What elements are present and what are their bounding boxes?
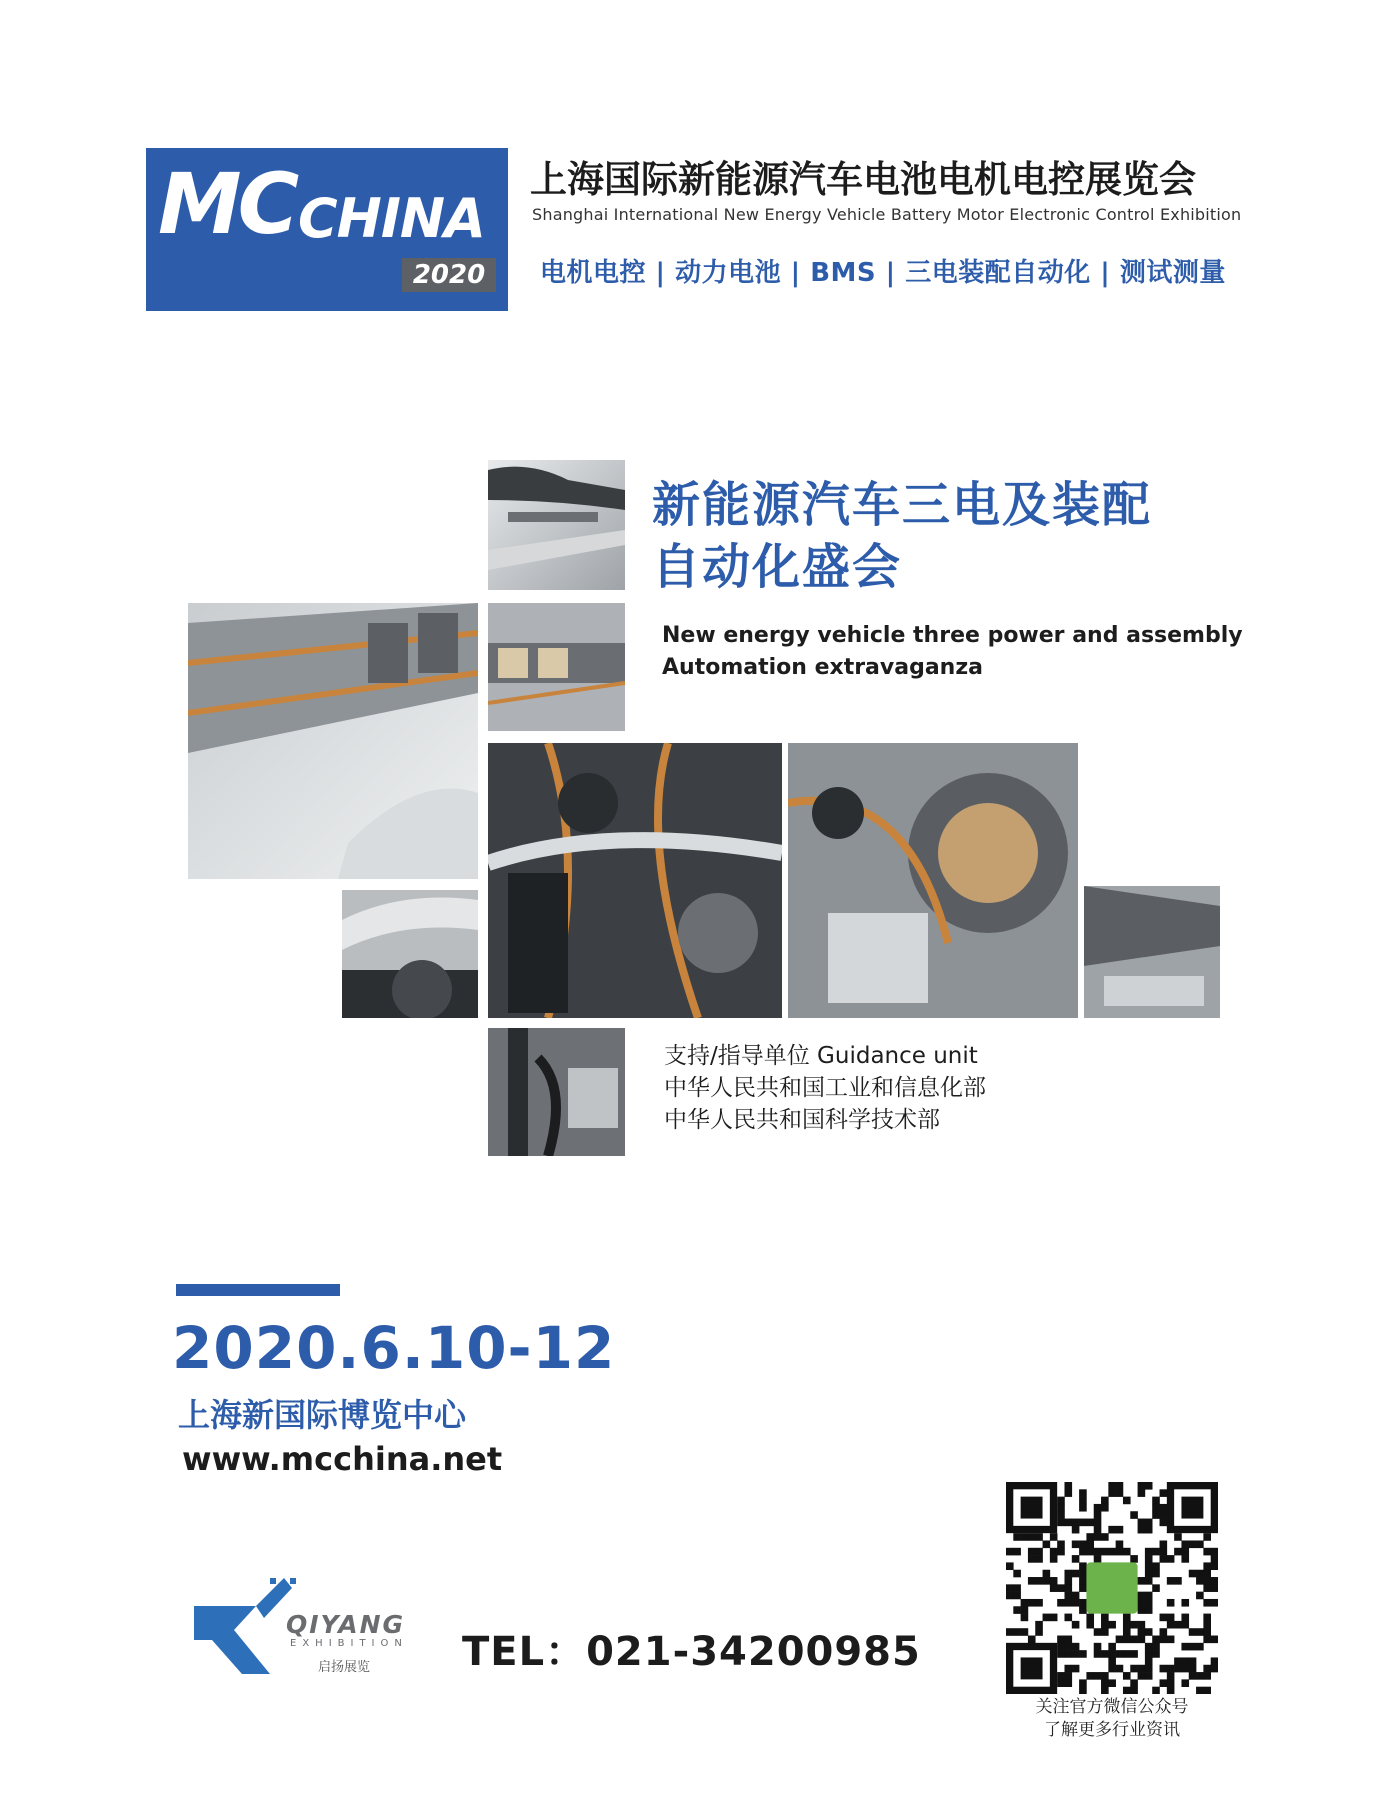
guidance-units (664, 1040, 986, 1136)
category-tags: 电机电控 | 动力电池 | BMS | 三电装配自动化 | 测试测量 (540, 258, 1226, 288)
date-accent-bar (176, 1284, 340, 1296)
event-date: 2020.6.10-12 (172, 1314, 616, 1382)
photo-tile-battery-pack (188, 603, 478, 879)
qr-caption-line-1: 关注官方微信公众号 (1035, 1697, 1189, 1717)
qr-caption-line-2: 了解更多行业资讯 (1044, 1720, 1180, 1740)
qr-caption (1000, 1696, 1224, 1742)
logo-mc-text: MC (158, 155, 296, 253)
photo-tile-cells (488, 603, 625, 731)
mc-china-logo (146, 148, 508, 311)
subtitle-en-line-1: New energy vehicle three power and assembly (662, 623, 1243, 648)
headline-cn (652, 474, 1152, 598)
contact-tel: TEL：021-34200985 (462, 1629, 921, 1675)
organizer-cn: 启扬展览 (318, 1660, 371, 1675)
photo-tile-top (488, 460, 625, 590)
photo-tile-motor-right (788, 743, 1078, 1018)
photo-tile-motor-center (488, 743, 782, 1018)
organizer-sub: EXHIBITION (290, 1638, 408, 1649)
exhibition-title-cn: 上海国际新能源汽车电池电机电控展览会 (530, 158, 1196, 201)
qr-code-graphic (1006, 1482, 1218, 1694)
subtitle-en (662, 620, 1243, 684)
guidance-heading: 支持/指导单位 Guidance unit (664, 1043, 978, 1069)
logo-year-badge: 2020 (402, 258, 496, 292)
event-venue: 上海新国际博览中心 (178, 1396, 467, 1434)
photo-tile-far-right (1084, 886, 1220, 1018)
guidance-unit-most: 中华人民共和国科学技术部 (664, 1107, 940, 1133)
headline-line-2: 自动化盛会 (652, 539, 903, 595)
headline-line-1: 新能源汽车三电及装配 (652, 477, 1153, 533)
organizer-name: QIYANG (286, 1610, 406, 1639)
exhibition-title-en: Shanghai International New Energy Vehicle Battery Motor Electronic Control Exhibition (532, 205, 1242, 224)
wechat-qr-code[interactable] (1006, 1482, 1218, 1694)
guidance-unit-miit: 中华人民共和国工业和信息化部 (664, 1075, 986, 1101)
logo-china-text: CHINA (298, 187, 485, 250)
event-website[interactable]: www.mcchina.net (182, 1440, 503, 1478)
photo-tile-suspension-left (342, 890, 478, 1018)
photo-tile-bottom (488, 1028, 625, 1156)
subtitle-en-line-2: Automation extravaganza (662, 655, 983, 680)
